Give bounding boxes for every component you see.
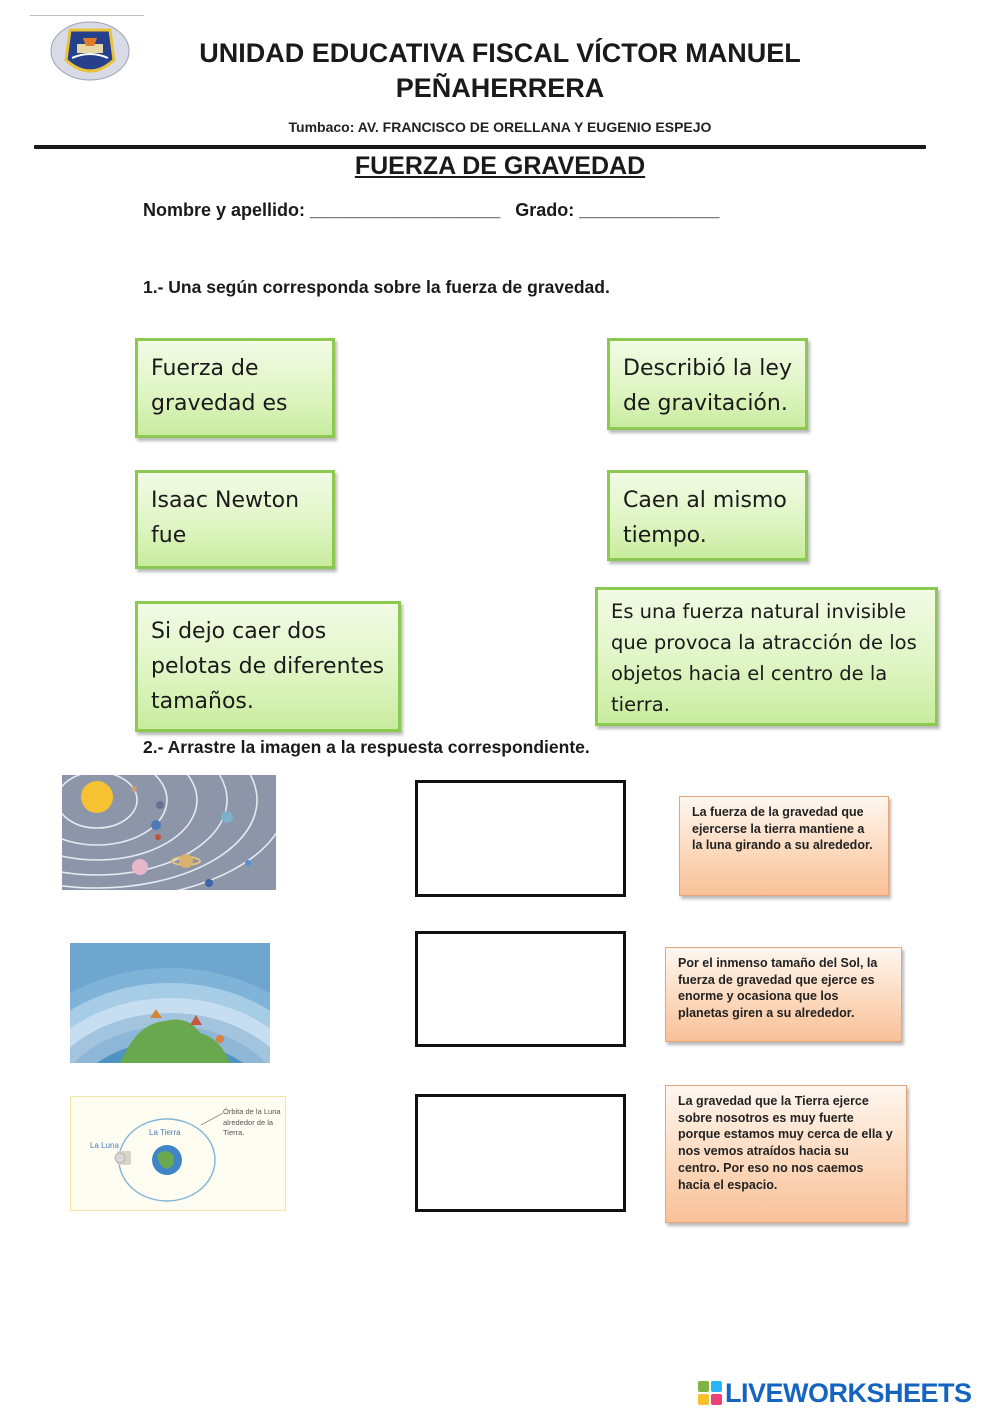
match-card-right[interactable]: Describió la ley de gravitación.	[607, 338, 808, 430]
school-logo	[50, 20, 130, 82]
instruction-2: 2.- Arrastre la imagen a la respuesta correspondiente.	[143, 737, 590, 757]
match-card-right[interactable]: Caen al mismo tiempo.	[607, 470, 808, 561]
earth-atmosphere-image[interactable]	[70, 943, 270, 1063]
name-grade-line: Nombre y apellido: ___________________ Grado: ______________	[143, 200, 720, 220]
match-card-left[interactable]: Fuerza de gravedad es	[135, 338, 335, 438]
moon-orbit-image[interactable]	[70, 1096, 286, 1211]
logo-top-line	[30, 15, 144, 16]
answer-card: La gravedad que la Tierra ejerce sobre nosotros es muy fuerte porque estamos muy cerca de ella y nos vemos atraídos hacia su centro. Por eso no nos caemos hacia el espacio.	[665, 1085, 907, 1223]
orbit-label: Órbita de la Luna alrededor de la Tierra.	[223, 1107, 281, 1137]
solar-system-image[interactable]	[62, 775, 276, 890]
answer-card: La fuerza de la gravedad que ejercerse la tierra mantiene a la luna girando a su alrededor.	[679, 796, 889, 896]
drop-target-box[interactable]	[415, 1094, 626, 1212]
school-address: Tumbaco: AV. FRANCISCO DE ORELLANA Y EUGENIO ESPEJO	[288, 119, 712, 135]
instruction-1: 1.- Una según corresponda sobre la fuerza de gravedad.	[143, 277, 610, 297]
match-card-left[interactable]: Si dejo caer dos pelotas de diferentes tamaños.	[135, 601, 401, 732]
liveworksheets-text: LIVEWORKSHEETS	[725, 1378, 972, 1408]
school-name: UNIDAD EDUCATIVA FISCAL VÍCTOR MANUEL PEÑAHERRERA	[199, 38, 801, 103]
worksheet-title: FUERZA DE GRAVEDAD	[354, 152, 646, 180]
liveworksheets-brand[interactable]	[698, 1378, 998, 1410]
earth-label: La Tierra	[149, 1128, 181, 1137]
drop-target-box[interactable]	[415, 780, 626, 897]
header-divider	[34, 145, 926, 149]
answer-card: Por el inmenso tamaño del Sol, la fuerza de gravedad que ejerce es enorme y ocasiona que los planetas giren a su alrededor.	[665, 947, 902, 1042]
liveworksheets-logo-icon	[698, 1381, 722, 1405]
match-card-right[interactable]: Es una fuerza natural invisible que provoca la atracción de los objetos hacia el centro de la tierra.	[595, 587, 938, 726]
drop-target-box[interactable]	[415, 931, 626, 1047]
match-card-left[interactable]: Isaac Newton fue	[135, 470, 335, 569]
moon-label: La Luna	[90, 1141, 119, 1150]
